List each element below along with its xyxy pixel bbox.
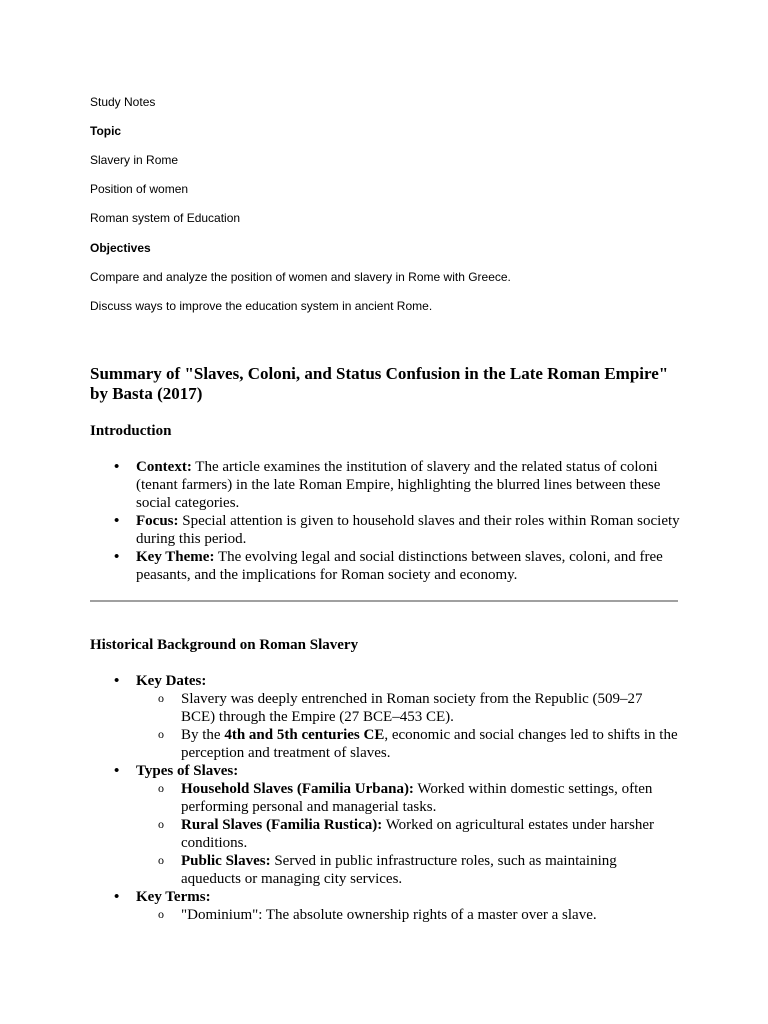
introduction-list — [90, 458, 680, 584]
objectives-label: Objectives — [90, 241, 151, 255]
key-terms-sublist — [136, 906, 680, 924]
list-item: o Slavery was deeply entrenched in Roman society from the Republic (509–27 BCE) through the Empire (27 BCE–453 CE). — [136, 690, 680, 726]
summary-title: Summary of "Slaves, Coloni, and Status Confusion in the Late Roman Empire" by Basta (2017) — [90, 364, 669, 403]
notes-heading: Study Notes — [90, 95, 156, 109]
slave-types-sublist — [136, 780, 680, 888]
list-item: o Public Slaves: Served in public infrastructure roles, such as maintaining aqueducts or managing city services. — [136, 852, 680, 888]
list-item: • Key Theme: The evolving legal and social distinctions between slaves, coloni, and free peasants, and the implications for Roman society and economy. — [90, 548, 680, 584]
key-dates-sublist — [136, 690, 680, 762]
list-item: o By the 4th and 5th centuries CE, economic and social changes led to shifts in the perception and treatment of slaves. — [136, 726, 680, 762]
introduction-heading: Introduction — [90, 423, 172, 439]
list-item: • Focus: Special attention is given to household slaves and their roles within Roman society during this period. — [90, 512, 680, 548]
horizontal-rule — [90, 600, 678, 602]
history-list — [90, 672, 680, 924]
list-item: o "Dominium": The absolute ownership rights of a master over a slave. — [136, 906, 680, 924]
topic-item: Roman system of Education — [90, 211, 241, 225]
list-item: o Rural Slaves (Familia Rustica): Worked on agricultural estates under harsher conditions. — [136, 816, 680, 852]
list-item: • Types of Slaves: o Household Slaves (Familia Urbana): Worked within domestic settings, often performing personal and managerial tasks. o Rural Slaves (Familia Rustica): Worked on agricultural estates under harsher conditions. o Public Slaves: Served in public infrastructure roles, such as maintaining aqueducts or managing city services. — [90, 762, 680, 888]
list-item: • Key Terms: o "Dominium": The absolute ownership rights of a master over a slave. — [90, 888, 680, 924]
objective-item: Discuss ways to improve the education system in ancient Rome. — [90, 299, 433, 313]
topic-label: Topic — [90, 124, 122, 138]
list-item: • Context: The article examines the institution of slavery and the related status of coloni (tenant farmers) in the late Roman Empire, highlighting the blurred lines between these social categories. — [90, 458, 680, 512]
topic-item: Position of women — [90, 182, 189, 196]
objective-item: Compare and analyze the position of women and slavery in Rome with Greece. — [90, 270, 511, 284]
list-item: • Key Dates: o Slavery was deeply entrenched in Roman society from the Republic (509–27 BCE) through the Empire (27 BCE–453 CE). o By the 4th and 5th centuries CE, economic and social changes led to shifts in the perception and treatment of slaves. — [90, 672, 680, 762]
list-item: o Household Slaves (Familia Urbana): Worked within domestic settings, often performing personal and managerial tasks. — [136, 780, 680, 816]
topic-item: Slavery in Rome — [90, 153, 179, 167]
history-heading: Historical Background on Roman Slavery — [90, 637, 359, 653]
